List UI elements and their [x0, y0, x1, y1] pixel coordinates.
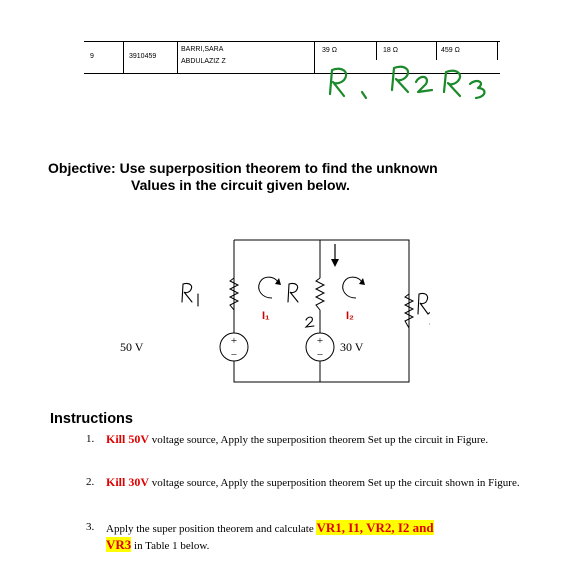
source2-minus: −	[316, 349, 324, 361]
handwritten-resistor-labels	[320, 62, 550, 112]
table-divider	[123, 42, 124, 73]
handwritten-r3-subscript	[428, 312, 430, 324]
instructions-title: Instructions	[50, 411, 133, 427]
handwritten-r2-subscript	[306, 317, 314, 327]
instruction-item-1	[86, 433, 526, 446]
highlighted-variables: VR1, I1, VR2, I2 and	[316, 520, 434, 535]
i1-label: I₁	[262, 310, 270, 322]
down-arrow-icon	[331, 244, 339, 267]
objective-line2: Values in the circuit given below.	[131, 177, 350, 193]
objective-line1: Objective: Use superposition theorem to find the unknown	[48, 160, 438, 176]
source-30v	[306, 333, 334, 361]
instruction-text: voltage source, Apply the superposition theorem Set up the circuit shown in Figure.	[149, 477, 520, 489]
instruction-number: 2.	[86, 476, 95, 488]
instruction-text: Apply the super position theorem and calculate	[106, 523, 317, 535]
highlighted-variable-vr3: VR3	[106, 537, 132, 552]
student-id: 3910459	[129, 53, 157, 60]
r3-value: 459 Ω	[441, 47, 460, 54]
table-divider	[177, 42, 178, 73]
source-50v	[220, 333, 248, 361]
instruction-number: 3.	[86, 521, 95, 533]
mesh-current-1-arrow-icon	[259, 277, 281, 298]
table-divider	[314, 42, 315, 73]
table-top-border	[84, 41, 500, 42]
source2-plus: +	[316, 335, 324, 347]
r2-resistor	[316, 278, 324, 310]
handwritten-r3	[418, 293, 428, 314]
objective-text	[48, 160, 438, 194]
instruction-tail: in Table 1 below.	[131, 540, 210, 552]
i2-label: I₂	[346, 310, 354, 322]
student-name-line2: ABDULAZIZ Z	[181, 58, 226, 65]
instruction-text: voltage source, Apply the superposition theorem Set up the circuit in Figure.	[149, 434, 489, 446]
source1-label: 50 V	[120, 340, 144, 354]
instruction-number: 1.	[86, 433, 95, 445]
row-index: 9	[90, 53, 94, 60]
student-name-line1: BARRI,SARA	[181, 46, 224, 53]
r2-value: 18 Ω	[383, 47, 398, 54]
table-divider	[436, 42, 437, 60]
instruction-emphasis: Kill 50V	[106, 432, 150, 446]
handwritten-r2	[288, 283, 298, 302]
instruction-emphasis: Kill 30V	[106, 475, 150, 489]
table-divider	[376, 42, 377, 60]
source1-plus: +	[230, 335, 238, 347]
r1-value: 39 Ω	[322, 47, 337, 54]
mesh-current-2-arrow-icon	[343, 277, 365, 298]
instruction-item-3	[86, 520, 526, 554]
handwritten-r1	[182, 283, 192, 302]
source2-label: 30 V	[340, 340, 364, 354]
circuit-diagram	[160, 228, 430, 388]
table-divider	[497, 42, 498, 60]
instruction-item-2	[86, 476, 526, 489]
source1-minus: −	[230, 349, 238, 361]
